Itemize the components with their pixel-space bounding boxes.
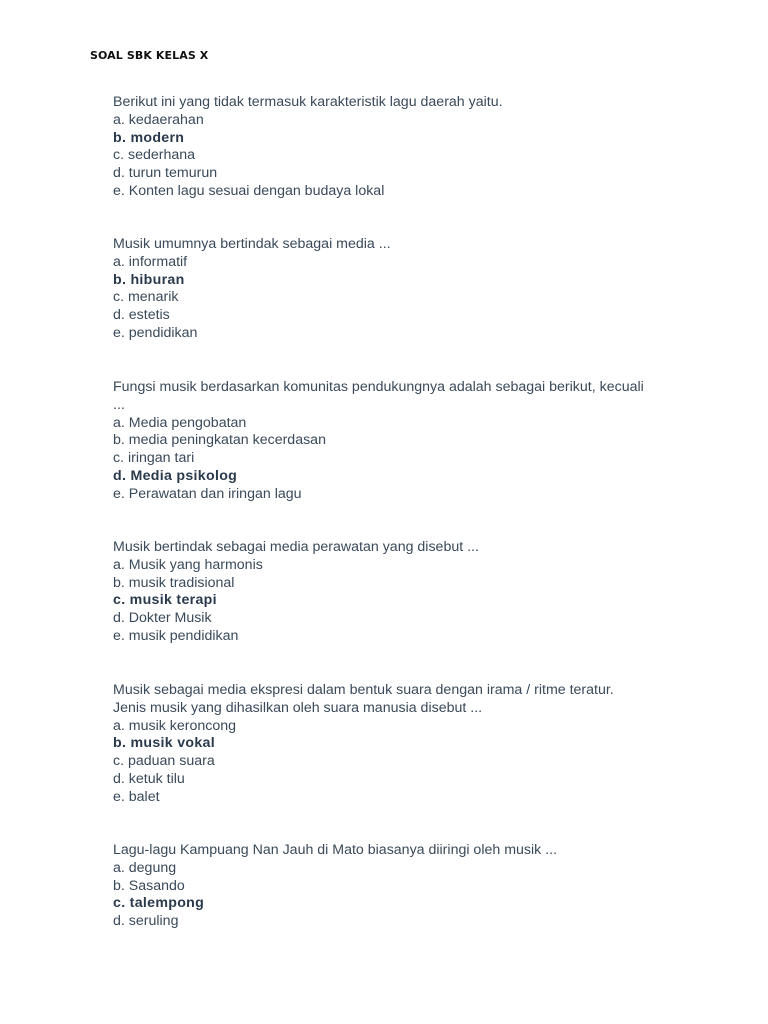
document-title: SOAL SBK KELAS X [90,49,209,62]
option-b: b. media peningkatan kecerdasan [113,432,326,449]
option-e: e. musik pendidikan [113,627,239,644]
option-c: c. paduan suara [113,753,215,770]
question-block [113,682,693,807]
option-d: d. estetis [113,307,170,324]
option-a: a. kedaerahan [113,111,204,128]
question-text: Musik sebagai media ekspresi dalam bentuk suara dengan irama / ritme teratur. Jenis musik yang dihasilkan oleh suara manusia disebut ... [113,682,614,716]
option-d: d. turun temurun [113,165,218,182]
option-b-answer: b. modern [113,129,185,146]
option-c: c. menarik [113,289,179,306]
question-block [113,842,693,931]
option-a: a. Media pengobatan [113,414,247,431]
option-e: e. balet [113,788,160,805]
option-c: c. sederhana [113,147,196,164]
option-e: e. pendidikan [113,324,198,341]
option-a: a. Musik yang harmonis [113,556,263,573]
question-text: Lagu-lagu Kampuang Nan Jauh di Mato biasanya diiringi oleh musik ... [113,842,558,858]
question-text: Musik bertindak sebagai media perawatan yang disebut ... [113,539,479,555]
question-block [113,539,693,646]
option-d: d. Dokter Musik [113,610,212,627]
question-text: Fungsi musik berdasarkan komunitas pendukungnya adalah sebagai berikut, kecuali ... [113,379,644,413]
option-d: d. seruling [113,913,179,930]
option-d: d. ketuk tilu [113,770,185,787]
option-a: a. informatif [113,253,188,270]
option-e: e. Perawatan dan iringan lagu [113,485,302,502]
option-c-answer: c. musik terapi [113,592,217,609]
option-a: a. musik keroncong [113,717,237,734]
option-c-answer: c. talempong [113,895,205,912]
option-e: e. Konten lagu sesuai dengan budaya lokal [113,182,385,199]
question-text: Berikut ini yang tidak termasuk karakteristik lagu daerah yaitu. [113,94,503,110]
question-block [113,94,693,201]
question-text: Musik umumnya bertindak sebagai media ... [113,236,391,252]
option-d-answer: d. Media psikolog [113,467,238,484]
question-block [113,236,693,343]
option-b-answer: b. hiburan [113,271,185,288]
option-c: c. iringan tari [113,450,195,467]
option-b: b. Sasando [113,877,185,894]
option-b-answer: b. musik vokal [113,735,215,752]
question-block [113,379,693,504]
option-b: b. musik tradisional [113,574,235,591]
option-a: a. degung [113,859,177,876]
